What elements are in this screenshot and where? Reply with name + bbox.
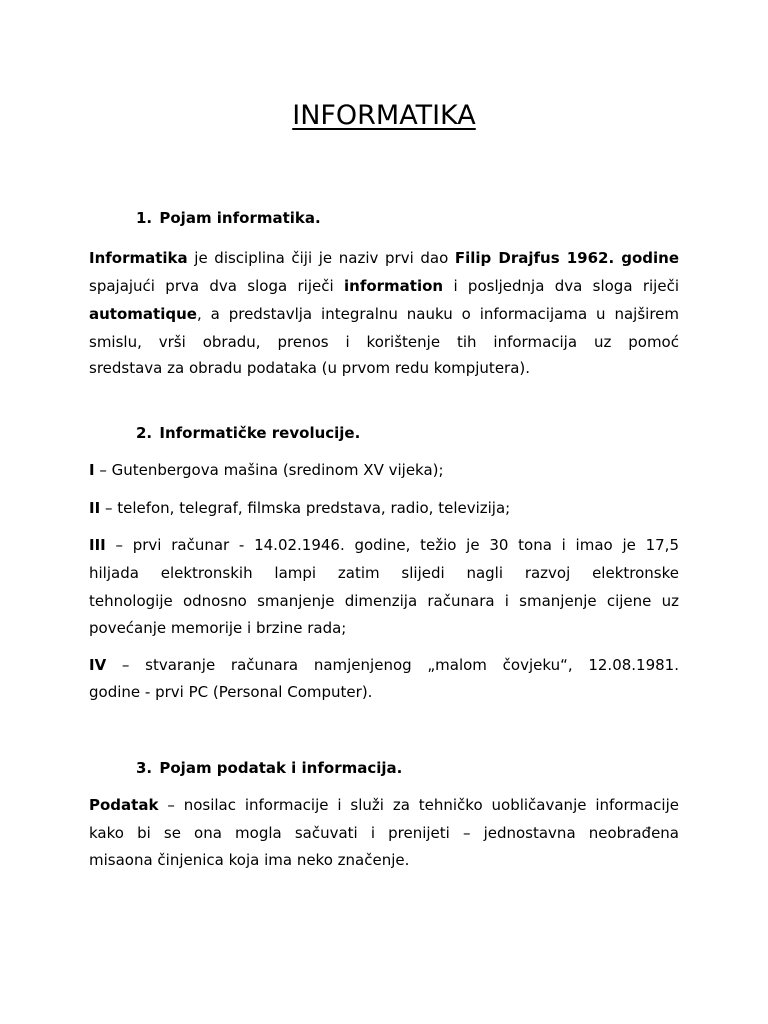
- text: i posljednja dva sloga riječi: [443, 277, 679, 295]
- section-number: 1.: [136, 209, 153, 227]
- text: – prvi računar - 14.02.1946. godine, težio je 30 tona i imao je 17,5: [105, 536, 679, 554]
- roman-label: I: [89, 461, 95, 479]
- section-heading-text: Pojam informatika.: [159, 209, 321, 227]
- list-item: [89, 653, 679, 677]
- section-number: 3.: [136, 759, 153, 777]
- paragraph-line: [89, 330, 679, 354]
- section-heading-text: Informatičke revolucije.: [159, 424, 361, 442]
- paragraph-line: [89, 793, 679, 817]
- text: kako bi se ona mogla sačuvati i prenijeti – jednostavna neobrađena: [89, 824, 679, 842]
- section-heading-2: [136, 421, 360, 445]
- paragraph-line: [89, 561, 679, 585]
- section-heading-3: [136, 756, 402, 780]
- text: je disciplina čiji je naziv prvi dao: [187, 249, 455, 267]
- text: – Gutenbergova mašina (sredinom XV vijeka);: [94, 461, 444, 479]
- paragraph-line: [89, 589, 679, 613]
- term: Podatak: [89, 796, 159, 814]
- text: spajajući prva dva sloga riječi: [89, 277, 344, 295]
- section-heading-1: [136, 206, 321, 230]
- list-item: [89, 533, 679, 557]
- text: – stvaranje računara namjenjenog „malom čovjeku“, 12.08.1981.: [106, 656, 679, 674]
- paragraph-line: [89, 680, 679, 704]
- list-item: [89, 496, 679, 520]
- text: – telefon, telegraf, filmska predstava, radio, televizija;: [100, 499, 511, 517]
- text: misaona činjenica koja ima neko značenje.: [89, 851, 410, 869]
- paragraph-line: [89, 274, 679, 298]
- roman-label: IV: [89, 656, 107, 674]
- roman-label: II: [89, 499, 101, 517]
- term: Informatika: [89, 249, 188, 267]
- paragraph-line: [89, 616, 679, 640]
- paragraph-line: [89, 821, 679, 845]
- term: Filip Drajfus 1962. godine: [454, 249, 679, 267]
- text: , a predstavlja integralnu nauku o informacijama u najširem: [196, 305, 679, 323]
- paragraph-line: [89, 246, 679, 270]
- paragraph-line: [89, 848, 679, 872]
- paragraph-line: [89, 356, 679, 380]
- text: tehnologije odnosno smanjenje dimenzija računara i smanjenje cijene uz: [89, 592, 679, 610]
- roman-label: III: [89, 536, 106, 554]
- list-item: [89, 458, 679, 482]
- section-number: 2.: [136, 424, 153, 442]
- document-title: INFORMATIKA: [292, 100, 476, 131]
- text: godine - prvi PC (Personal Computer).: [89, 683, 373, 701]
- text: smislu, vrši obradu, prenos i korištenje tih informacija uz pomoć: [89, 333, 679, 351]
- text: sredstava za obradu podataka (u prvom redu kompjutera).: [89, 359, 531, 377]
- text: hiljada elektronskih lampi zatim slijedi nagli razvoj elektronske: [89, 564, 679, 582]
- paragraph-line: [89, 302, 679, 326]
- section-heading-text: Pojam podatak i informacija.: [159, 759, 403, 777]
- text: povećanje memorije i brzine rada;: [89, 619, 347, 637]
- term: automatique: [89, 305, 197, 323]
- text: – nosilac informacije i služi za tehničko uobličavanje informacije: [158, 796, 679, 814]
- term: information: [344, 277, 444, 295]
